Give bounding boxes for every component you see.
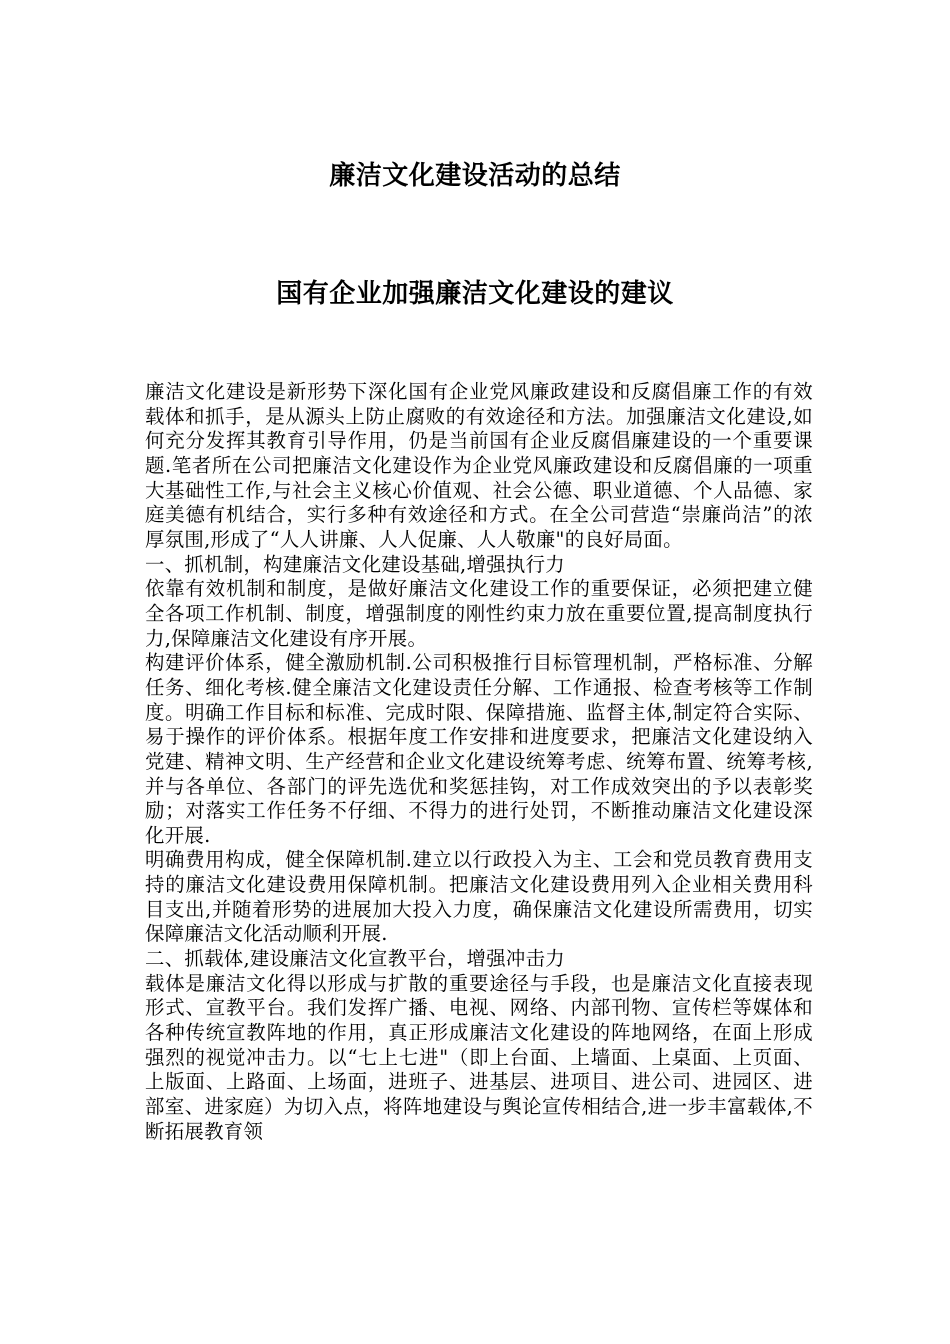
section-heading: 一、抓机制，构建廉洁文化建设基础,增强执行力 [145,552,565,576]
document-subtitle: 国有企业加强廉洁文化建设的建议 [276,279,674,309]
body-paragraph: 载体是廉洁文化得以形成与扩散的重要途径与手段，也是廉洁文化直接表现形式、宣教平台。我们发挥广播、电视、网络、内部刊物、宣传栏等媒体和各种传统宣教阵地的作用，真正形成廉洁文化建设的阵地网络，在面上形成强烈的视觉冲击力。以“七上七进"（即上台面、上墙面、上桌面、上页面、上版面、上路面、上场面，进班子、进基层、进项目、进公司、进园区、进部室、进家庭）为切入点，将阵地建设与舆论宣传相结合,进一步丰富载体,不断拓展教育领 [145,971,813,1143]
body-paragraph: 明确费用构成，健全保障机制.建立以行政投入为主、工会和党员教育费用支持的廉洁文化建设费用保障机制。把廉洁文化建设费用列入企业相关费用科目支出,并随着形势的进展加大投入力度，确保廉洁文化建设所需费用，切实保障廉洁文化活动顺利开展. [145,848,813,946]
body-paragraph: 依靠有效机制和制度，是做好廉洁文化建设工作的重要保证，必须把建立健全各项工作机制、制度，增强制度的刚性约束力放在重要位置,提高制度执行力,保障廉洁文化建设有序开展。 [145,577,813,650]
document-title: 廉洁文化建设活动的总结 [329,161,621,191]
intro-paragraph: 廉洁文化建设是新形势下深化国有企业党风廉政建设和反腐倡廉工作的有效载体和抓手，是从源头上防止腐败的有效途径和方法。加强廉洁文化建设,如何充分发挥其教育引导作用，仍是当前国有企业反腐倡廉建设的一个重要课题.笔者所在公司把廉洁文化建设作为企业党风廉政建设和反腐倡廉的一项重大基础性工作,与社会主义核心价值观、社会公德、职业道德、个人品德、家庭美德有机结合，实行多种有效途径和方式。在全公司营造“崇廉尚洁”的浓厚氛围,形成了“人人讲廉、人人促廉、人人敬廉"的良好局面。 [145,380,813,551]
body-paragraph: 构建评价体系，健全激励机制.公司积极推行目标管理机制，严格标准、分解任务、细化考核.健全廉洁文化建设责任分解、工作通报、检查考核等工作制度。明确工作目标和标准、完成时限、保障措施、监督主体,制定符合实际、易于操作的评价体系。根据年度工作安排和进度要求，把廉洁文化建设纳入党建、精神文明、生产经营和企业文化建设统筹考虑、统筹布置、统筹考核,并与各单位、各部门的评先选优和奖惩挂钩，对工作成效突出的予以表彰奖励；对落实工作任务不仔细、不得力的进行处罚，不断推动廉洁文化建设深化开展. [145,651,813,847]
section-heading: 二、抓载体,建设廉洁文化宣教平台，增强冲击力 [145,947,565,971]
document-body [145,380,813,1144]
